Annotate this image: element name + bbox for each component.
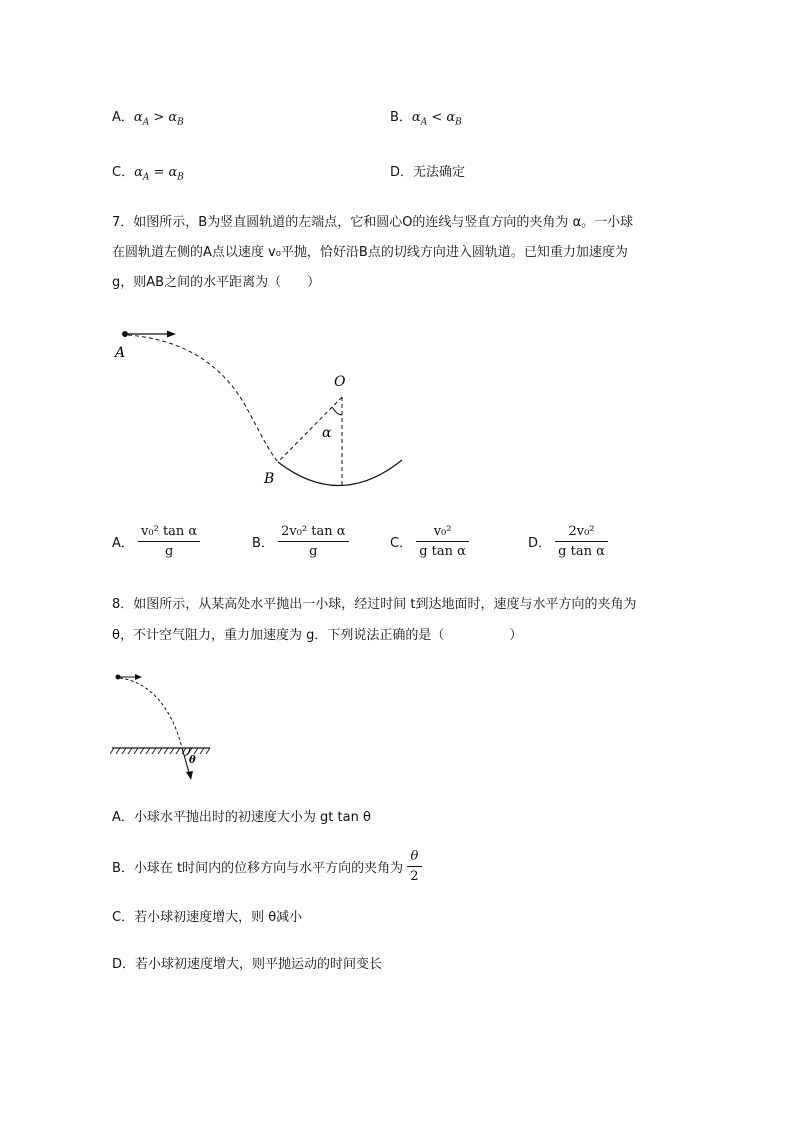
- q8-option-b: [112, 849, 422, 884]
- option-text: 无法确定: [413, 165, 466, 180]
- option-text: 若小球初速度增大，则 θ减小: [134, 910, 303, 925]
- option-a-expr: $\alpha_A > \alpha_B$: [133, 110, 184, 128]
- option-label: A．: [112, 536, 134, 551]
- fraction-denominator: g tan α: [419, 544, 466, 559]
- fraction: [416, 524, 469, 559]
- velocity-arrowhead: [135, 674, 142, 680]
- q8-stem-line2: θ，不计空气阻力，重力加速度为 g．下列说法正确的是（ ）: [112, 628, 523, 643]
- option-b-expr: $\alpha_A < \alpha_B$: [411, 110, 462, 128]
- radius-ob: [278, 397, 342, 462]
- q8-option-a: [112, 808, 371, 828]
- question-number: 7．: [112, 215, 134, 230]
- fraction-denominator: g tan α: [558, 544, 605, 559]
- question-text: 如图所示，从某高处水平抛出一小球，经过时间 t到达地面时，速度与水平方向的夹角为: [133, 597, 637, 612]
- option-label: A．: [112, 810, 134, 825]
- q8-figure: [110, 668, 220, 788]
- option-c-expr: $\alpha_A = \alpha_B$: [134, 165, 184, 183]
- fraction: [407, 849, 421, 884]
- q7-option-c: [390, 524, 469, 559]
- question-text: 如图所示，B为竖直圆轨道的左端点，它和圆心O的连线与竖直方向的夹角为 α。一小球: [133, 215, 634, 230]
- fraction-numerator: v₀²: [416, 524, 469, 542]
- point-a-dot: [122, 331, 128, 337]
- option-text: 若小球初速度增大，则平抛运动的时间变长: [135, 957, 383, 972]
- trajectory-curve: [120, 678, 182, 748]
- q7-option-a: [112, 524, 200, 559]
- option-text: 小球在 t时间内的位移方向与水平方向的夹角为: [133, 861, 404, 876]
- option-label: C．: [112, 910, 135, 925]
- q6-option-d: [390, 163, 465, 183]
- q6-option-b: [390, 108, 462, 133]
- q8-stem-line1: [112, 595, 637, 615]
- q6-option-a: [112, 108, 184, 133]
- label-a: A: [115, 345, 126, 361]
- fraction-numerator: θ: [407, 849, 421, 867]
- option-label: D．: [112, 957, 136, 972]
- q7-stem-line1: [112, 213, 633, 233]
- trajectory-curve: [128, 335, 278, 462]
- fraction-numerator: 2v₀² tan α: [278, 524, 348, 542]
- label-o: O: [334, 374, 346, 390]
- option-label: C．: [112, 165, 135, 180]
- option-label: D．: [390, 165, 414, 180]
- q8-option-d: [112, 955, 382, 975]
- fraction: [278, 524, 348, 559]
- option-label: A．: [112, 110, 134, 125]
- fraction-denominator: g: [309, 544, 318, 559]
- angle-arc: [332, 407, 342, 415]
- option-label: B．: [252, 536, 274, 551]
- fraction: [555, 524, 608, 559]
- q7-stem-line3: g，则AB之间的水平距离为（ ）: [112, 275, 321, 290]
- ball-dot: [116, 675, 121, 680]
- q7-stem-line2: 在圆轨道左侧的A点以速度 v₀平抛，恰好沿B点的切线方向进入圆轨道。已知重力加速度为: [112, 245, 628, 260]
- option-label: B．: [390, 110, 412, 125]
- option-text: 小球水平抛出时的初速度大小为 gt tan θ: [133, 810, 371, 825]
- circular-track: [278, 460, 402, 486]
- label-b: B: [264, 471, 275, 487]
- q7-figure: [110, 320, 420, 500]
- velocity-arrowhead: [167, 331, 176, 338]
- question-number: 8．: [112, 597, 134, 612]
- label-theta: θ: [189, 755, 196, 766]
- q7-option-b: [252, 524, 349, 559]
- q6-option-c: [112, 163, 184, 188]
- option-label: D．: [528, 536, 552, 551]
- option-label: B．: [112, 861, 134, 876]
- impact-velocity-arrowhead: [186, 771, 193, 780]
- q8-option-c: [112, 908, 302, 928]
- option-label: C．: [390, 536, 413, 551]
- ground-hatching: [110, 748, 210, 754]
- fraction-numerator: 2v₀²: [555, 524, 608, 542]
- fraction-denominator: g: [164, 544, 174, 559]
- fraction-numerator: v₀² tan α: [138, 524, 200, 542]
- label-alpha: α: [322, 425, 332, 441]
- fraction: [138, 524, 200, 559]
- fraction-denominator: 2: [410, 869, 419, 884]
- q7-option-d: [528, 524, 608, 559]
